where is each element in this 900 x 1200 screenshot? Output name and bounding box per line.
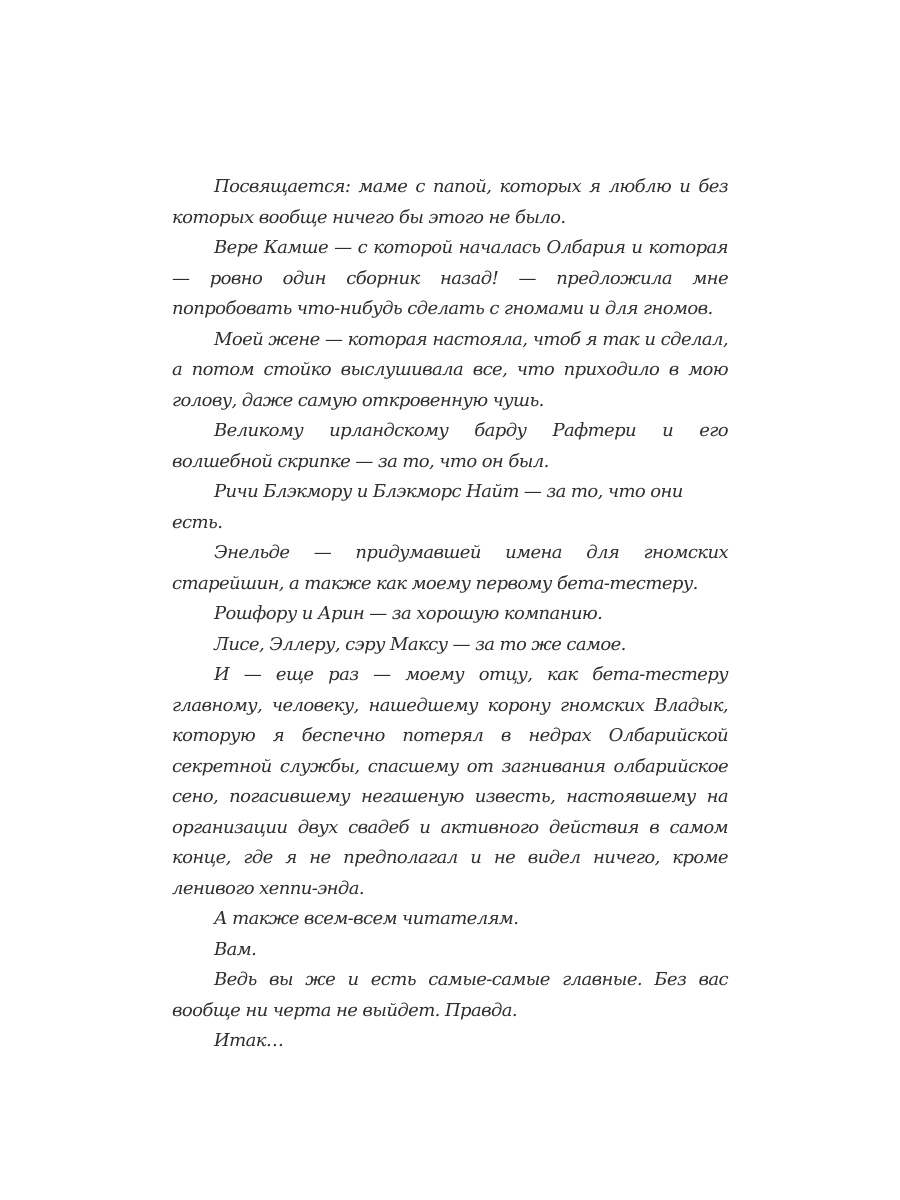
dedication-paragraph: Ричи Блэкмору и Блэкморс Найт — за то, что они есть.: [172, 481, 683, 533]
dedication-paragraph: Великому ирландскому барду Рафтери и его волшебной скрипке — за то, что он был.: [172, 420, 728, 472]
dedication-paragraph: Вере Камше — с которой началась Олбария и которая — ровно один сборник назад! — предложила мне попробовать что-нибудь сделать с гномами и для гномов.: [172, 237, 728, 319]
dedication-paragraph: И — еще раз — моему отцу, как бета-тестеру главному, человеку, нашедшему корону гномских Владык, которую я беспечно потерял в недрах Олбарийской секретной службы, спасшему от загнивания олбарийское сено, погасившему негашеную известь, настоявшему на организации двух свадеб и активного действия в самом конце, где я не предполагал и не видел ничего, кроме ленивого хеппи-энда.: [172, 664, 728, 899]
dedication-paragraph: А также всем-всем читателям.: [214, 908, 519, 929]
dedication-paragraph: Рошфору и Арин — за хорошую компанию.: [214, 603, 603, 624]
dedication-paragraph: Ведь вы же и есть самые-самые главные. Без вас вообще ни черта не выйдет. Правда.: [172, 969, 728, 1021]
dedication-paragraph: Моей жене — которая настояла, чтоб я так и сделал, а потом стойко выслушивала все, что приходило в мою голову, даже самую откровенную чушь.: [172, 328, 728, 411]
dedication-paragraph: Посвящается: маме с папой, которых я люблю и без которых вообще ничего бы этого не было.: [172, 176, 728, 228]
dedication-paragraph: Итак…: [214, 1030, 284, 1051]
dedication-paragraph: Энельде — придумавшей имена для гномских старейшин, а также как моему первому бета-тестеру.: [172, 542, 728, 594]
dedication-paragraph: Лисе, Эллеру, сэру Максу — за то же самое.: [214, 633, 626, 655]
dedication-text: [172, 172, 728, 1057]
dedication-paragraph: Вам.: [214, 938, 257, 960]
